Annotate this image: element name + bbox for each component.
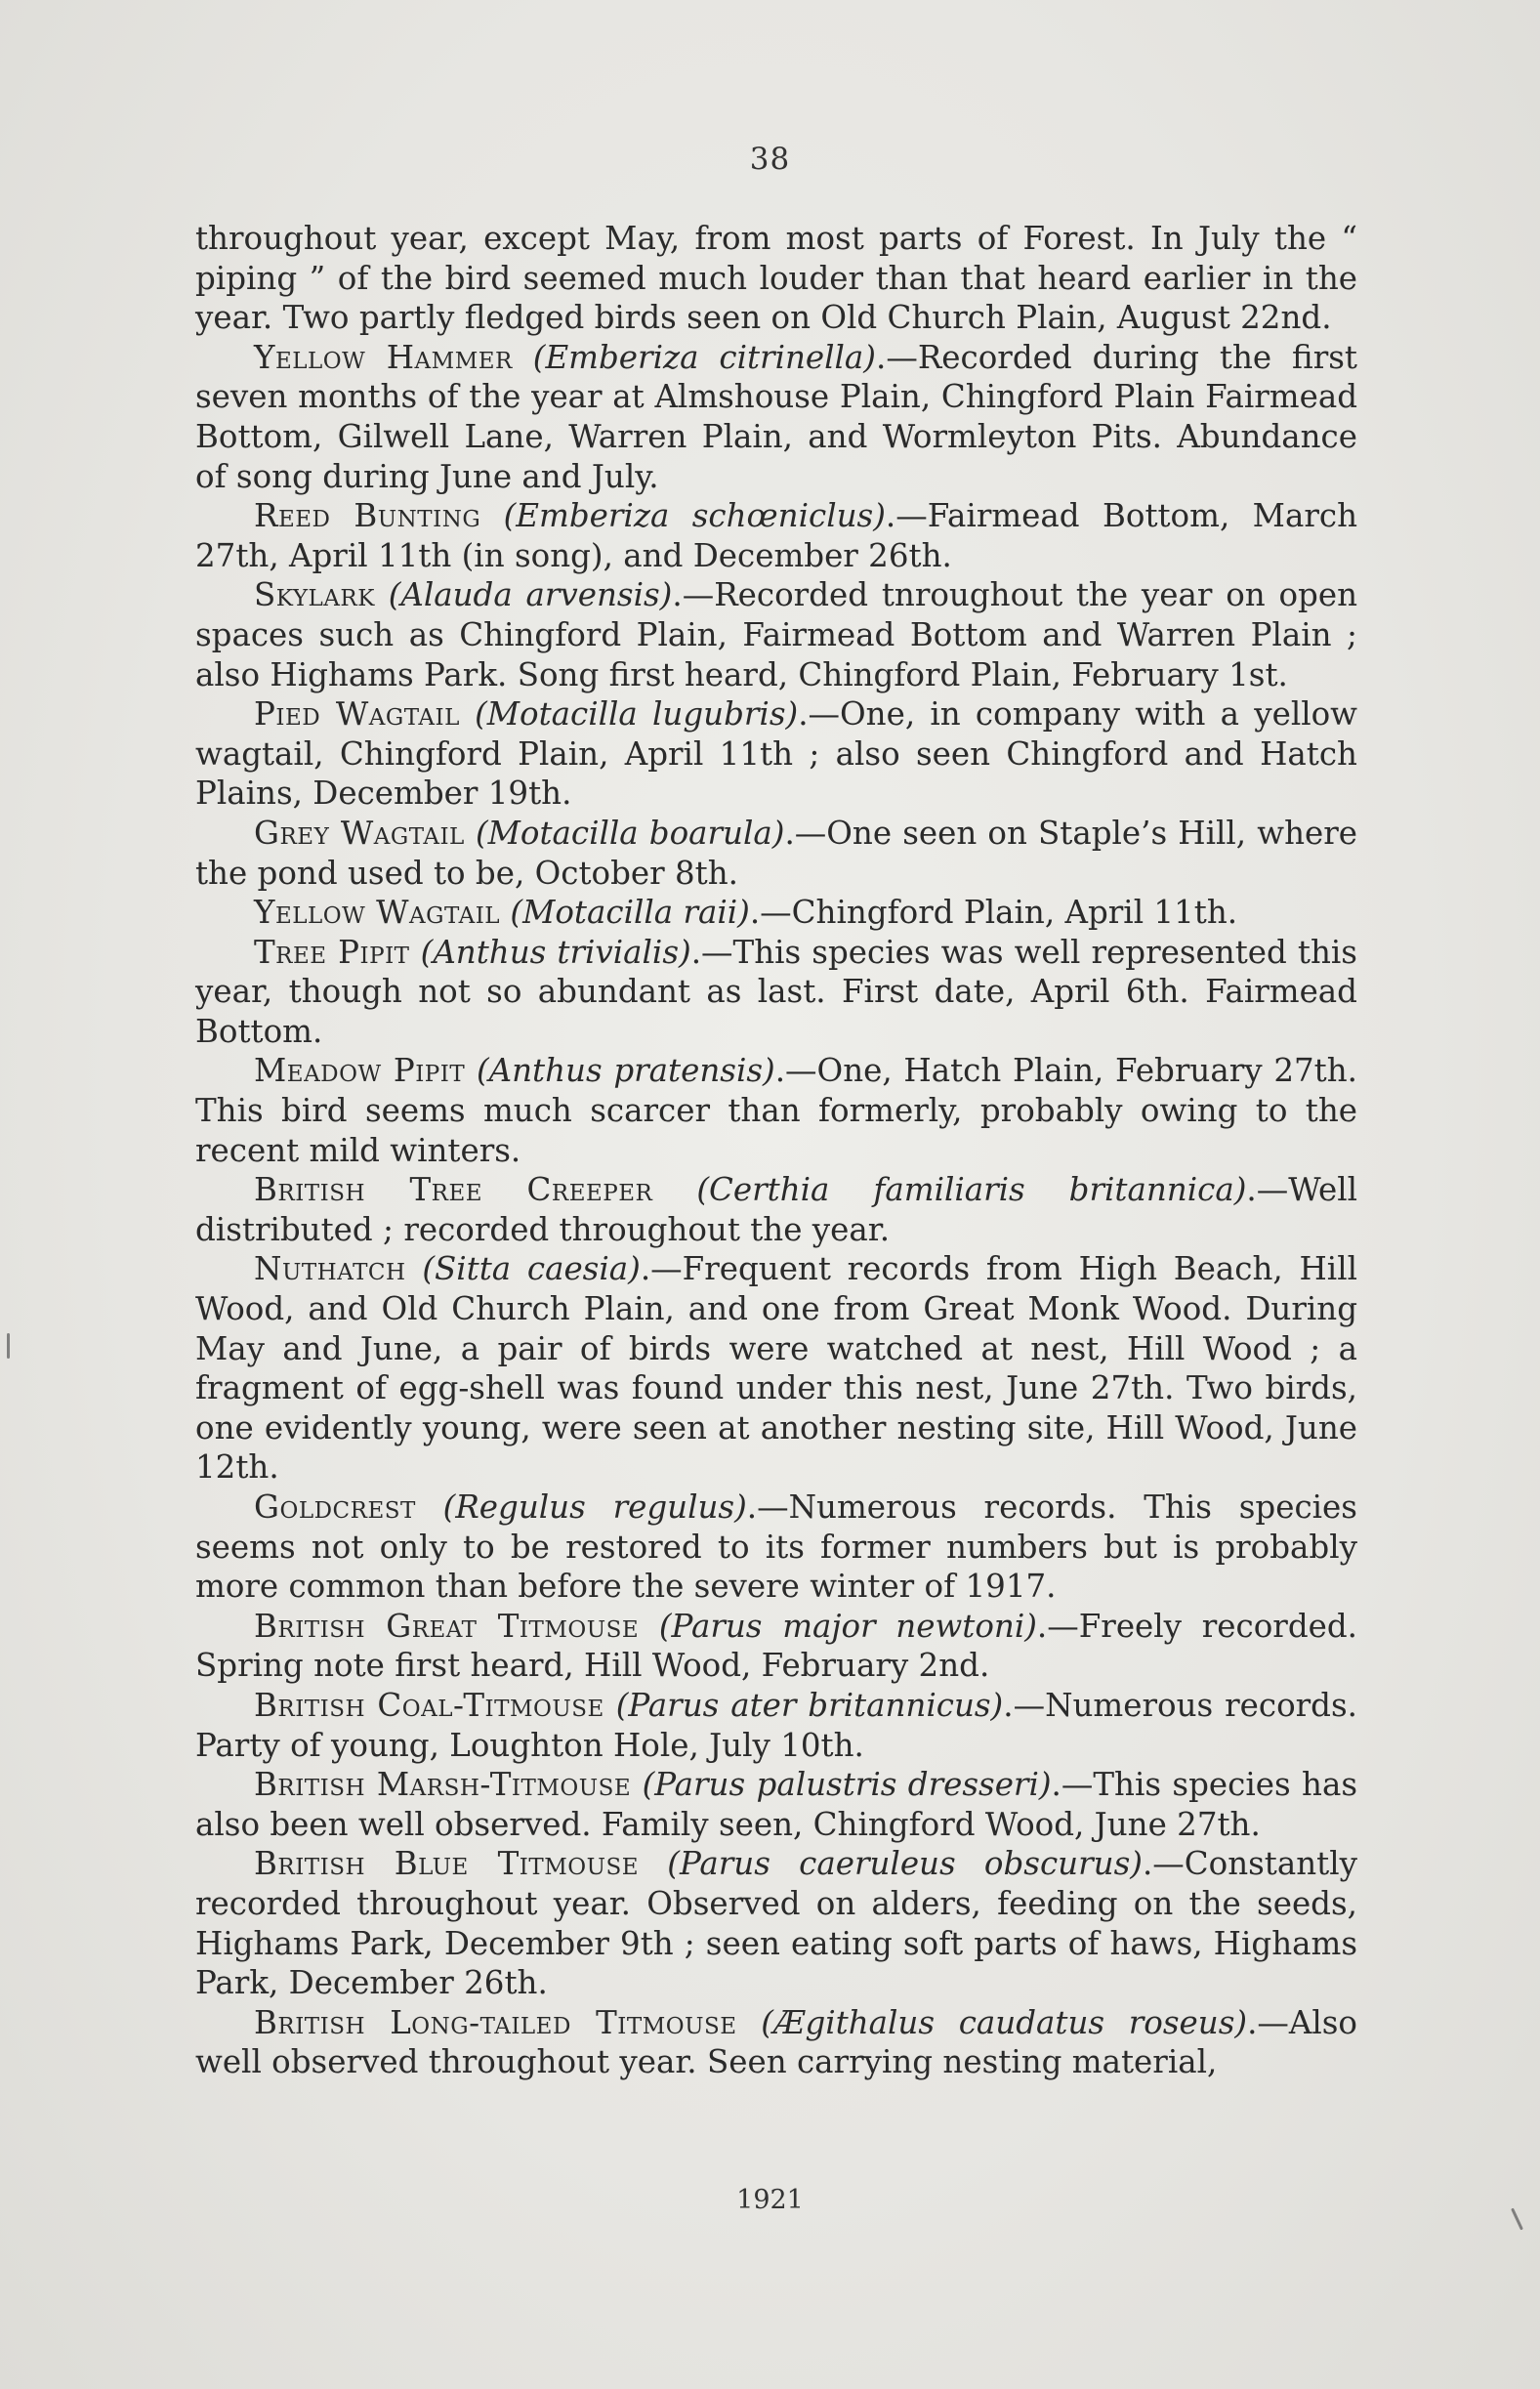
latin-name: (Parus major newtoni) (658, 1607, 1037, 1645)
latin-name: (Motacilla boarula) (475, 814, 785, 852)
species-name: Skylark (254, 576, 375, 614)
entry-british-long-tailed-titmouse (195, 2003, 1357, 2082)
entry-meadow-pipit (195, 1051, 1357, 1170)
entry-british-marsh-titmouse (195, 1765, 1357, 1844)
entry-british-coal-titmouse (195, 1686, 1357, 1765)
footer-year: 1921 (736, 2185, 804, 2215)
latin-name: (Motacilla lugubris) (475, 695, 799, 733)
latin-name: (Sitta caesia) (422, 1250, 641, 1288)
entry-british-great-titmouse (195, 1607, 1357, 1686)
species-name: Yellow Hammer (254, 338, 513, 376)
species-name: Nuthatch (254, 1250, 406, 1288)
species-name: Meadow Pipit (254, 1052, 466, 1090)
latin-name: (Parus palustris dresseri) (642, 1766, 1052, 1804)
entry-text: .—One, Hatch Plain, February 27th. This bird seems much scarcer than formerly, probably owing to the recent mild winters. (195, 1052, 1358, 1169)
page-number: 38 (749, 142, 791, 177)
species-name: British Blue Titmouse (254, 1845, 640, 1883)
entry-nuthatch (195, 1249, 1357, 1488)
latin-name: (Parus ater britannicus) (615, 1686, 1004, 1724)
latin-name: (Regulus regulus) (442, 1488, 747, 1526)
entry-british-tree-creeper (195, 1170, 1357, 1249)
entry-text: .—Constantly recorded throughout year. Observed on alders, feeding on the seeds, Highams Park, December 9th ; seen eating soft parts of haws, Highams Park, December 26th. (195, 1845, 1357, 2002)
latin-name: (Emberiza citrinella) (532, 338, 876, 376)
entry-text: .—Recorded tnroughout the year on open spaces such as Chingford Plain, Fairmead Bottom and Warren Plain ; also Highams Park. Song first heard, Chingford Plain, February 1st. (195, 576, 1358, 693)
entry-text: .—One seen on Staple’s Hill, where the pond used to be, October 8th. (195, 814, 1357, 892)
species-name: Grey Wagtail (254, 814, 465, 852)
species-name: Tree Pipit (254, 933, 410, 971)
entry-pied-wagtail (195, 694, 1357, 814)
latin-name: (Alauda arvensis) (388, 576, 673, 614)
latin-name: (Ægithalus caudatus roseus) (761, 2003, 1248, 2041)
entry-grey-wagtail (195, 814, 1357, 893)
entry-text: .—Also well observed throughout year. Seen carrying nesting material, (195, 2003, 1358, 2081)
entry-text: .—One, in company with a yellow wagtail, Chingford Plain, April 11th ; also seen Chingford and Hatch Plains, December 19th. (195, 695, 1357, 813)
latin-name: (Anthus trivialis) (420, 933, 691, 971)
species-name: Goldcrest (254, 1488, 416, 1526)
entry-yellow-wagtail (195, 893, 1357, 933)
entry-reed-bunting (195, 496, 1357, 575)
species-name: Reed Bunting (254, 497, 481, 535)
article-body (195, 219, 1357, 2082)
entry-text: .—This species has also been well observed. Family seen, Chingford Wood, June 27th. (195, 1766, 1358, 1843)
latin-name: (Anthus pratensis) (476, 1052, 775, 1090)
entry-goldcrest (195, 1488, 1357, 1607)
intro-paragraph: throughout year, except May, from most parts of Forest. In July the “ piping ” of the bird seemed much louder than that heard earlier in the year. Two partly fledged birds seen on Old Church Plain, August 22nd. (195, 220, 1357, 337)
species-name: British Long-tailed Titmouse (254, 2003, 737, 2041)
entry-yellow-hammer (195, 338, 1357, 496)
species-name: British Great Titmouse (254, 1607, 640, 1645)
entry-text: .—Fairmead Bottom, March 27th, April 11th (in song), and December 26th. (195, 497, 1357, 574)
entry-text: .—Well distributed ; recorded throughout the year. (195, 1171, 1357, 1248)
entry-tree-pipit (195, 933, 1357, 1052)
entry-skylark (195, 575, 1357, 694)
entry-text: .—Frequent records from High Beach, Hill Wood, and Old Church Plain, and one from Great Monk Wood. During May and June, a pair of birds were watched at nest, Hill Wood ; a fragment of egg-shell was found under this nest, June 27th. Two birds, one evidently young, were seen at another nesting site, Hill Wood, June 12th. (195, 1250, 1357, 1487)
entry-text: .—Numerous records. This species seems not only to be restored to its former numbers but is probably more common than before the severe winter of 1917. (195, 1488, 1357, 1606)
entry-text: .—Freely recorded. Spring note first heard, Hill Wood, February 2nd. (195, 1607, 1358, 1685)
species-name: British Marsh-Titmouse (254, 1766, 632, 1804)
margin-speck (7, 1333, 10, 1359)
entry-text: .—Chingford Plain, April 11th. (749, 894, 1238, 932)
entry-text: .—Recorded during the first seven months of the year at Almshouse Plain, Chingford Plain Fairmead Bottom, Gilwell Lane, Warren Plain, and Wormleyton Pits. Abundance of song during June and July. (195, 338, 1357, 495)
latin-name: (Certhia familiaris britannica) (696, 1171, 1247, 1209)
species-name: Yellow Wagtail (254, 894, 501, 932)
latin-name: (Motacilla raii) (510, 894, 750, 932)
species-name: British Coal-Titmouse (254, 1686, 604, 1724)
species-name: Pied Wagtail (254, 695, 460, 733)
entry-text: .—Numerous records. Party of young, Loughton Hole, July 10th. (195, 1686, 1357, 1764)
latin-name: (Parus caeruleus obscurus) (667, 1845, 1143, 1883)
species-name: British Tree Creeper (254, 1171, 653, 1209)
entry-british-blue-titmouse (195, 1844, 1357, 2002)
latin-name: (Emberiza schœniclus) (503, 497, 886, 535)
entry-text: .—This species was well represented this year, though not so abundant as last. First date, April 6th. Fairmead Bottom. (195, 933, 1357, 1050)
